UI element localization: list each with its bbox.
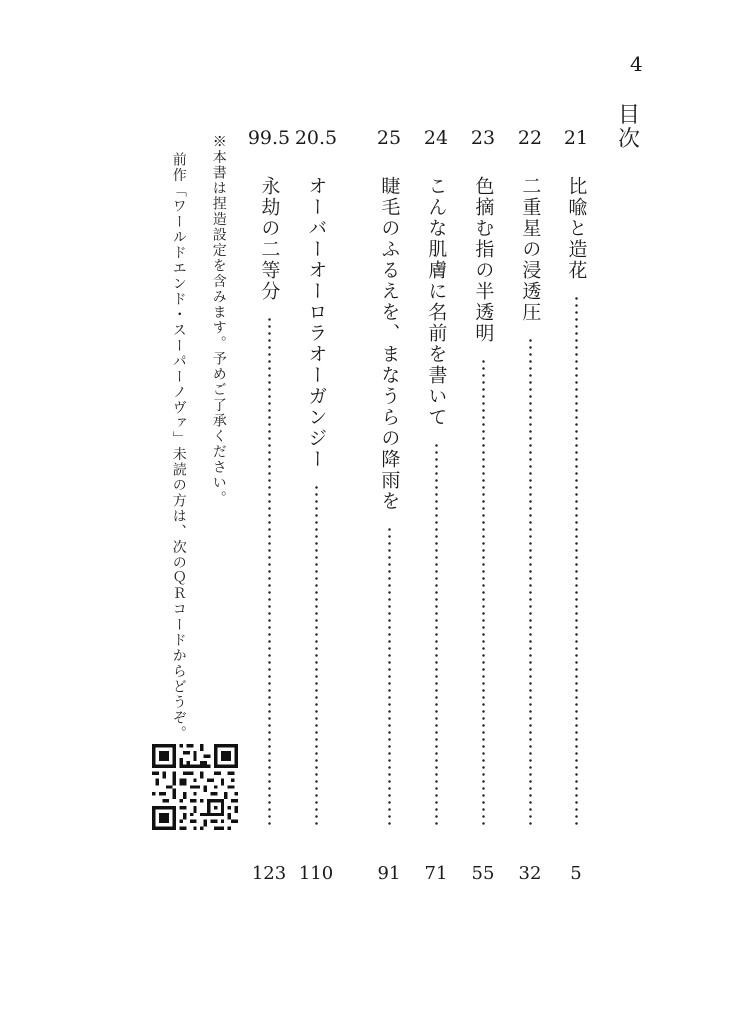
- chapter-title: こんな肌膚に名前を書いて: [425, 176, 448, 428]
- chapter-title: 睫毛のふるえを、まなうらの降雨を: [378, 176, 401, 512]
- toc-title-char: 次: [617, 127, 640, 152]
- previous-work-note: 前作「ワールドエンド・スーパーノヴァ」未読の方は、次のＱＲコードからどうぞ。: [170, 152, 187, 741]
- dot-leader: [529, 337, 532, 826]
- dot-leader: [435, 442, 438, 826]
- chapter-page: 110: [298, 863, 334, 884]
- chapter-page: 32: [518, 863, 542, 884]
- toc-entry[interactable]: [506, 124, 554, 894]
- toc-entry[interactable]: [245, 124, 293, 894]
- chapter-title: 比喩と造花: [565, 176, 588, 281]
- chapter-number: 22: [517, 127, 543, 149]
- dot-leader: [575, 295, 578, 826]
- chapter-page: 55: [471, 863, 495, 884]
- chapter-number: 24: [423, 127, 449, 149]
- toc-title-char: 目: [617, 103, 640, 128]
- chapter-title: 色摘む指の半透明: [472, 176, 495, 344]
- dot-leader: [268, 316, 271, 826]
- toc-entry[interactable]: [459, 124, 507, 894]
- page-number: 4: [630, 52, 643, 76]
- chapter-page: 5: [570, 863, 582, 884]
- qr-code-icon[interactable]: [152, 744, 238, 830]
- chapter-number: 23: [470, 127, 496, 149]
- chapter-number: 21: [563, 127, 589, 149]
- chapter-title: オーバーオーロラオーガンジー: [305, 176, 328, 470]
- chapter-title: 永劫の二等分: [258, 176, 281, 302]
- chapter-page: 123: [251, 863, 287, 884]
- toc-entry[interactable]: [412, 124, 460, 894]
- chapter-title: 二重星の浸透圧: [519, 176, 542, 323]
- toc-title: [614, 104, 644, 152]
- dot-leader: [482, 358, 485, 826]
- chapter-page: 71: [424, 863, 448, 884]
- chapter-page: 91: [377, 863, 401, 884]
- toc-entry[interactable]: [365, 124, 413, 894]
- chapter-number: 20.5: [294, 127, 338, 149]
- chapter-number: 99.5: [247, 127, 291, 149]
- dot-leader: [315, 484, 318, 826]
- chapter-number: 25: [376, 127, 402, 149]
- toc-entry[interactable]: [552, 124, 600, 894]
- dot-leader: [388, 526, 391, 826]
- disclaimer-note: ※本書は捏造設定を含みます。予めご了承ください。: [210, 134, 227, 506]
- toc-entry[interactable]: [292, 124, 340, 894]
